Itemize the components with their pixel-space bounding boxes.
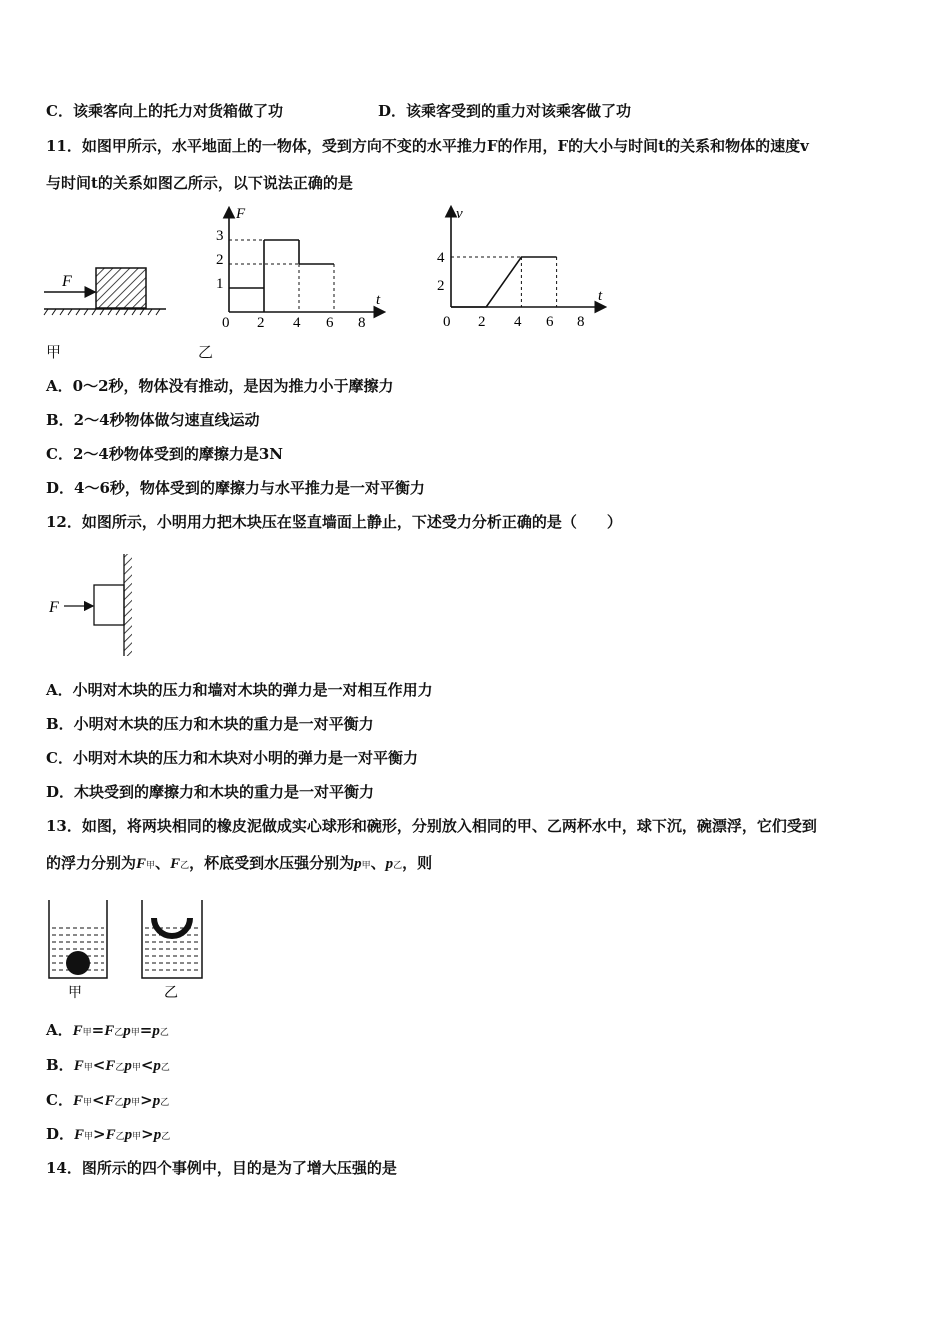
x-tick-2: 2	[257, 315, 265, 330]
v-series-line	[451, 257, 557, 307]
q12-option-b: B．小明对木块的压力和木块的重力是一对平衡力	[46, 715, 374, 733]
q10-option-c: C．该乘客向上的托力对货箱做了功	[46, 102, 283, 120]
q12-option-d: D．木块受到的摩擦力和木块的重力是一对平衡力	[46, 783, 375, 801]
x-tick-8: 8	[577, 314, 585, 330]
x-tick-6: 6	[546, 314, 554, 330]
q11-option-a: A．0～2秒，物体没有推动，是因为推力小于摩擦力	[46, 377, 394, 395]
q11-figure-jia	[42, 262, 170, 324]
x-tick-4: 4	[514, 314, 522, 330]
q11-option-c: C．2～4秒物体受到的摩擦力是3N	[46, 445, 283, 463]
x-tick-0: 0	[222, 315, 230, 330]
q13-figure	[44, 896, 214, 1004]
q10-option-d: D．该乘客受到的重力对该乘客做了功	[378, 102, 632, 120]
caption-jia: 甲	[46, 343, 62, 361]
f-t-chart	[212, 200, 392, 330]
x-tick-6: 6	[326, 315, 334, 330]
q11-option-d: D．4～6秒，物体受到的摩擦力与水平推力是一对平衡力	[46, 479, 425, 497]
caption-yi: 乙	[164, 986, 178, 1001]
q13-option-a: A．F甲=F乙p甲=p乙	[46, 1021, 169, 1039]
y-tick-4: 4	[437, 250, 445, 266]
q11-option-b: B．2～4秒物体做匀速直线运动	[46, 411, 260, 429]
cup-jia	[49, 900, 107, 978]
caption-jia: 甲	[68, 986, 82, 1001]
q12-option-a: A．小明对木块的压力和墙对木块的弹力是一对相互作用力	[46, 681, 433, 699]
q11-stem-line2: 与时间t的关系如图乙所示，以下说法正确的是	[46, 174, 353, 192]
clay-bowl	[154, 918, 190, 936]
q11-stem-line1: 11．如图甲所示，水平地面上的一物体，受到方向不变的水平推力F的作用，F的大小与时间t的关系和物体的速度v	[46, 137, 809, 155]
x-axis-label: t	[376, 292, 381, 308]
cup-yi	[142, 900, 202, 978]
y-axis-label: F	[236, 206, 246, 222]
q12-figure	[44, 552, 144, 660]
q13-option-d: D．F甲>F乙p甲>p乙	[46, 1125, 171, 1143]
q13-stem-line1: 13．如图，将两块相同的橡皮泥做成实心球形和碗形，分别放入相同的甲、乙两杯水中，球下沉，碗漂浮，它们受到	[46, 817, 817, 835]
q12-option-c: C．小明对木块的压力和木块对小明的弹力是一对平衡力	[46, 749, 418, 767]
x-tick-2: 2	[478, 314, 486, 330]
x-axis-label: t	[598, 288, 603, 304]
x-tick-8: 8	[358, 315, 366, 330]
y-tick-2: 2	[437, 278, 445, 294]
caption-yi: 乙	[198, 343, 214, 361]
q14-stem: 14．图所示的四个事例中，目的是为了增大压强的是	[46, 1159, 397, 1177]
force-label: F	[62, 273, 72, 290]
block	[96, 268, 146, 308]
wood-block	[94, 585, 124, 625]
clay-ball	[66, 951, 90, 975]
force-label: F	[49, 599, 59, 616]
y-axis-label: v	[456, 206, 463, 222]
y-tick-1: 1	[216, 276, 224, 292]
y-tick-2: 2	[216, 252, 224, 268]
q13-stem-line2: 的浮力分别为F甲、F乙，杯底受到水压强分别为p甲、p乙，则	[46, 854, 433, 872]
wall-hatch	[124, 554, 132, 656]
x-tick-4: 4	[293, 315, 301, 330]
q13-option-c: C．F甲<F乙p甲>p乙	[46, 1091, 170, 1109]
x-tick-0: 0	[443, 314, 451, 330]
q12-stem: 12．如图所示，小明用力把木块压在竖直墙面上静止，下述受力分析正确的是（ ）	[46, 513, 622, 531]
q13-option-b: B．F甲<F乙p甲<p乙	[46, 1056, 170, 1074]
v-t-chart	[432, 200, 612, 330]
y-tick-3: 3	[216, 228, 224, 244]
